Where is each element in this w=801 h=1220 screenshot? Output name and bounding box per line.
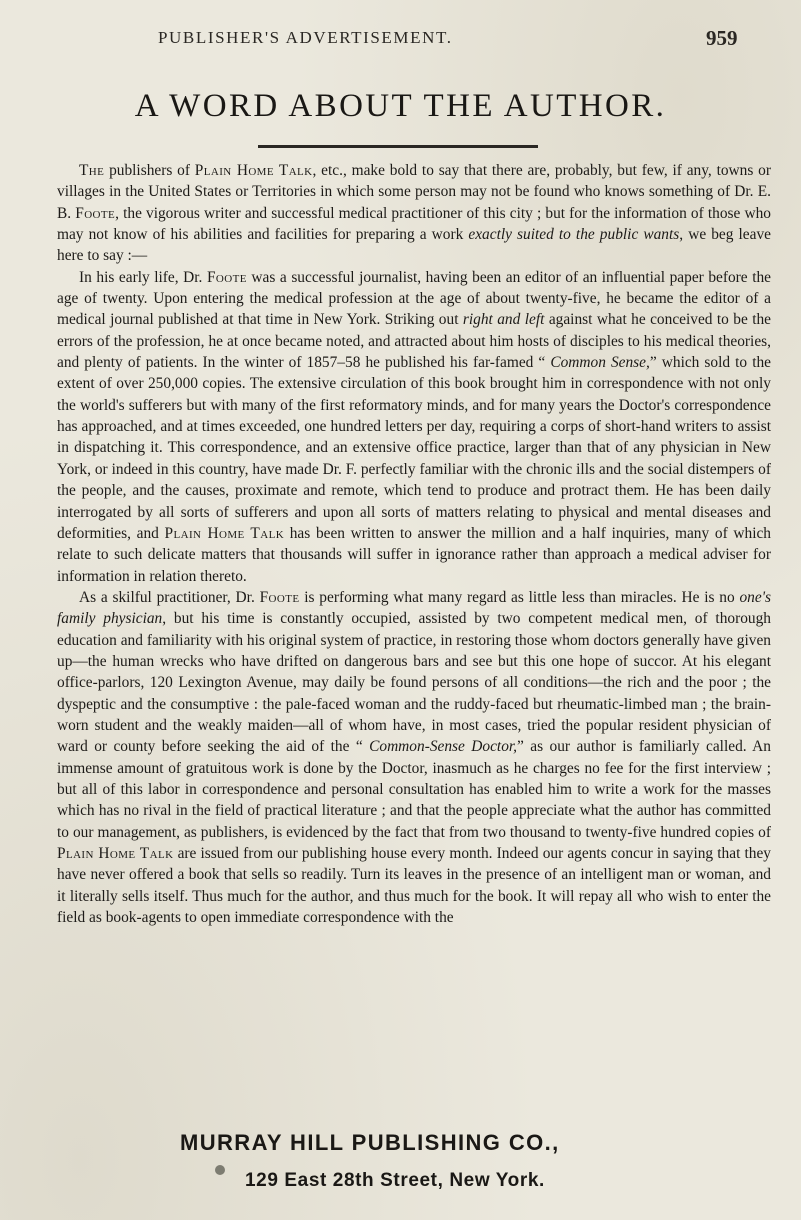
paragraph-3 xyxy=(57,587,771,929)
running-head-title: PUBLISHER'S ADVERTISEMENT. xyxy=(158,28,453,47)
author-name: Foote xyxy=(259,588,300,606)
text-run: ” as our author is familiarly called. An immense amount of gratuitous work is done by the Doctor, inasmuch as he charges no fee for the first interview ; but all of this labor in correspondence and personal consultation has enabled him to write a work for the masses which has no rival in the field of practical literature ; and that the people appreciate what the author has committed to our management, as publishers, is evidenced by the fact that from two thousand to twenty-five hundred copies of xyxy=(57,738,771,841)
text-run: was a successful journalist, having been an editor of an influential paper before the age of twenty. Upon entering the medical profession at the age of about twenty-five, he became the editor of a medical journal published at that time in New York. Striking out xyxy=(57,268,772,329)
text-run: has been written to answer the million and a half inquiries, many of which relate to such delicate matters that thousands will suffer in ignorance rather than approach a medical adviser for information in relation thereto. xyxy=(57,524,771,585)
paragraph-2 xyxy=(57,267,771,587)
publisher-name: MURRAY HILL PUBLISHING CO., xyxy=(180,1130,560,1155)
book-title: Plain Home Talk xyxy=(164,524,285,542)
title-rule xyxy=(258,145,538,148)
emphasis: right and left xyxy=(462,311,545,329)
book-title: Plain Home Talk xyxy=(57,845,174,862)
text-run: , we beg leave here to say :— xyxy=(57,226,771,265)
emphasis: exactly suited to the public wants xyxy=(468,226,680,244)
text-run: ” which sold to the extent of over 250,000 copies. The extensive circulation of this book brought him in correspondence with not only the world's sufferers but with many of the first reformatory minds, and for many years the Doctor's correspondence has approached, and at times exceeded, one hundred letters per day, requiring a corps of short-hand writers to assist in dispatching it. This correspondence, and an extensive office practice, larger than that of any physician in New York, or indeed in this country, have made Dr. F. perfectly familiar with the chronic ills and the social distempers of the people, and the causes, proximate and remote, which tend to produce and protract them. He has been daily interrogated by all sorts of sufferers and upon all sorts of matters relating to physical and mental diseases and deformities, and xyxy=(57,354,771,542)
author-name: Foote xyxy=(206,268,247,286)
text-run: In his early life, Dr. xyxy=(79,268,207,286)
running-head xyxy=(0,26,801,50)
text-run: , the vigorous writer and successful medical practitioner of this city ; but for the information of those who may not know of his abilities and facilities for preparing a work xyxy=(57,204,771,244)
ink-smudge xyxy=(215,1165,225,1175)
article-body xyxy=(57,160,771,928)
text-run: publishers of xyxy=(104,162,195,179)
text-run: , but his time is constantly occupied, assisted by two competent medical men, of thorough education and familiarity with his original system of practice, in restoring those whom doctors generally have given up—the human wrecks who have drifted on dangerous bars and see but this one hope of succor. At his elegant office-parlors, 120 Lexington Avenue, may daily be found persons of all conditions—the rich and the poor ; the dyspeptic and the consumptive : the pale-faced woman and the ruddy-faced but rheumatic-limbed man ; the brain-worn student and the weakly maiden—all of whom have, in most cases, tried the popular resident physician of ward or county before seeking the aid of the “ xyxy=(57,610,771,756)
text-run: against what he conceived to be the errors of the profession, he at once became noted, and attracted about him hosts of disciples to his medical theories, and plenty of patients. In the winter of 1857–58 he published his far-famed “ xyxy=(57,311,772,372)
text-run: The xyxy=(79,162,105,179)
emphasis: one's family physician xyxy=(57,588,771,628)
publisher-signature xyxy=(0,1130,801,1210)
book-title-italic: Common-Sense Doctor, xyxy=(369,738,518,756)
text-run: are issued from our publishing house every month. Indeed our agents concur in saying that they have never offered a book that sells so readily. Turn its leaves in the presence of an intelligent man or woman, and it literally sells itself. Thus much for the author, and thus much for the book. It will repay all who wish to enter the field as book-agents to open immediate correspondence with the xyxy=(57,845,771,927)
book-title-italic: Common Sense, xyxy=(550,354,650,372)
publisher-address: 129 East 28th Street, New York. xyxy=(245,1170,545,1191)
page-number: 959 xyxy=(706,26,738,50)
article-title: A WORD ABOUT THE AUTHOR. xyxy=(134,88,667,124)
author-name: Foote xyxy=(75,204,116,222)
text-run: , etc., make bold to say that there are, probably, but few, if any, towns or villages in the United States or Territories in which some person may not be found who knows something of Dr. E. B. xyxy=(57,162,771,222)
text-run: As a skilful practitioner, Dr. xyxy=(79,588,260,606)
paragraph-1 xyxy=(57,160,771,267)
text-run: is performing what many regard as little less than miracles. He is no xyxy=(299,588,740,606)
book-title: Plain Home Talk xyxy=(194,162,313,179)
